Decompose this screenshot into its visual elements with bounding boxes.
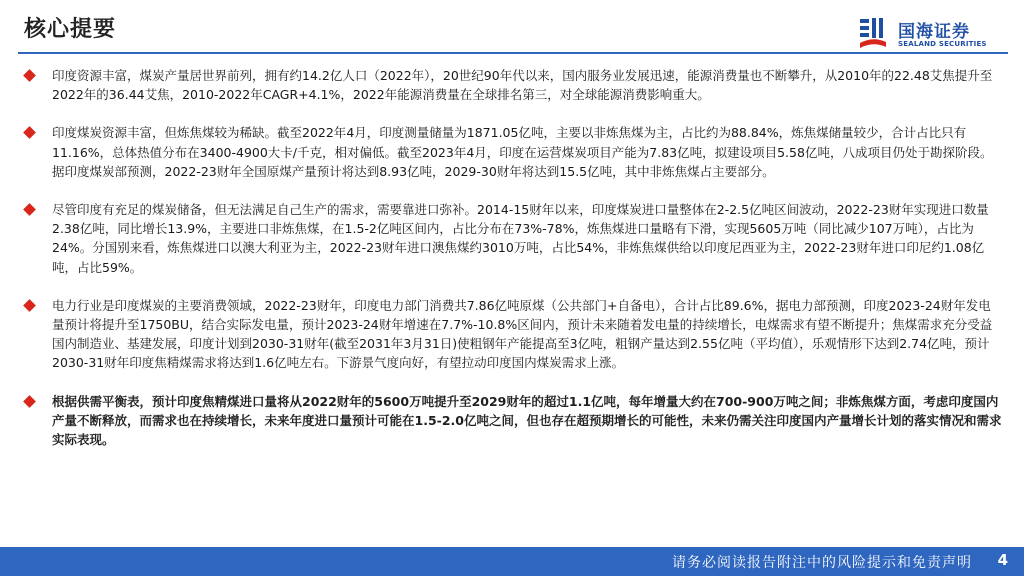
page-number: 4: [997, 551, 1008, 569]
key-point-text: 印度资源丰富，煤炭产量居世界前列，拥有约14.2亿人口（2022年），20世纪90年代以来，国内服务业发展迅速，能源消费量也不断攀升，从2010年的22.48艾焦提升至2022年的36.44艾焦，2010-2022年CAGR+4.1%，2022年能源消费量在全球排名第三，对全球能源消费影响重大。: [52, 68, 993, 103]
key-point-text: 尽管印度有充足的煤炭储备，但无法满足自己生产的需求，需要靠进口弥补。2014-15财年以来，印度煤炭进口量整体在2-2.5亿吨区间波动，2022-23财年实现进口数量2.38亿吨，同比增长13.9%，主要进口非炼焦煤，在1.5-2亿吨区间内，占比分布在73%-78%，炼焦煤进口量略有下滑，实现5605万吨（同比减少107万吨），占比为24%。分国别来看，炼焦煤进口以澳大利亚为主，2022-23财年进口澳焦煤约3010万吨，占比54%，非炼焦煤供给以印度尼西亚为主，2022-23财年进口印尼约1.08亿吨，占比59%。: [52, 202, 989, 275]
disclaimer-text: 请务必阅读报告附注中的风险提示和免责声明: [672, 555, 972, 571]
key-point-text: 电力行业是印度煤炭的主要消费领域，2022-23财年，印度电力部门消费共7.86亿吨原煤（公共部门+自备电），合计占比89.6%，据电力部预测，印度2023-24财年发电量预计将提升至1750BU，结合实际发电量，预计2023-24财年增速在7.7%-10.8%区间内，预计未来随着发电量的持续增长，电煤需求有望不断提升；焦煤需求充分受益国内制造业、基建发展，印度计划到2030-31财年(截至2031年3月31日)使粗钢年产能提高至3亿吨，粗钢产量达到2.55亿吨（平均值），乐观情形下达到2.74亿吨，预计2030-31财年印度焦精煤需求将达到1.6亿吨左右。下游景气度向好，有望拉动印度国内煤炭需求上涨。: [52, 297, 993, 371]
key-point-text: 根据供需平衡表，预计印度焦精煤进口量将从2022财年的5600万吨提升至2029财年的超过1.1亿吨，每年增量大约在700-900万吨之间；非炼焦煤方面，考虑印度国内产量不断释放，而需求也在持续增长，未来年度进口量预计可能在1.5-2.0亿吨之间，但也存在超预期增长的可能性，未来仍需关注印度国内产量增长计划的落实情况和需求实际表现。: [52, 393, 1002, 448]
key-point-4: [22, 296, 1002, 373]
diamond-bullet-icon: [23, 203, 36, 216]
diamond-bullet-icon: [23, 395, 36, 408]
key-point-text: 印度煤炭资源丰富，但炼焦煤较为稀缺。截至2022年4月，印度测量储量为1871.05亿吨，主要以非炼焦煤为主，占比约为88.84%，炼焦煤储量较少，合计占比只有11.16%，总体热值分布在3400-4900大卡/千克，相对偏低。截至2023年4月，印度在运营煤炭项目产能为7.83亿吨，拟建设项目5.58亿吨，八成项目仍处于勘探阶段。据印度煤炭部预测，2022-23财年全国原煤产量预计将达到8.93亿吨，2029-30财年将达到15.5亿吨，其中非炼焦煤占主要部分。: [52, 125, 993, 179]
logo-chinese-name: 国海证券: [898, 22, 970, 42]
key-point-1: [22, 66, 1002, 104]
logo-english-name: SEALAND SECURITIES: [898, 40, 987, 48]
key-points-list: [22, 66, 1002, 449]
key-point-2: [22, 123, 1002, 181]
diamond-bullet-icon: [23, 299, 36, 312]
diamond-bullet-icon: [23, 69, 36, 82]
diamond-bullet-icon: [23, 127, 36, 140]
header-divider: [18, 52, 1008, 54]
company-logo: [858, 16, 1008, 56]
footer-bar: [0, 547, 1024, 576]
page-title: 核心提要: [24, 17, 117, 42]
key-point-3: [22, 200, 1002, 277]
header: [0, 0, 1024, 56]
key-point-5: [22, 392, 1002, 450]
sealand-logo-icon: [858, 16, 888, 50]
